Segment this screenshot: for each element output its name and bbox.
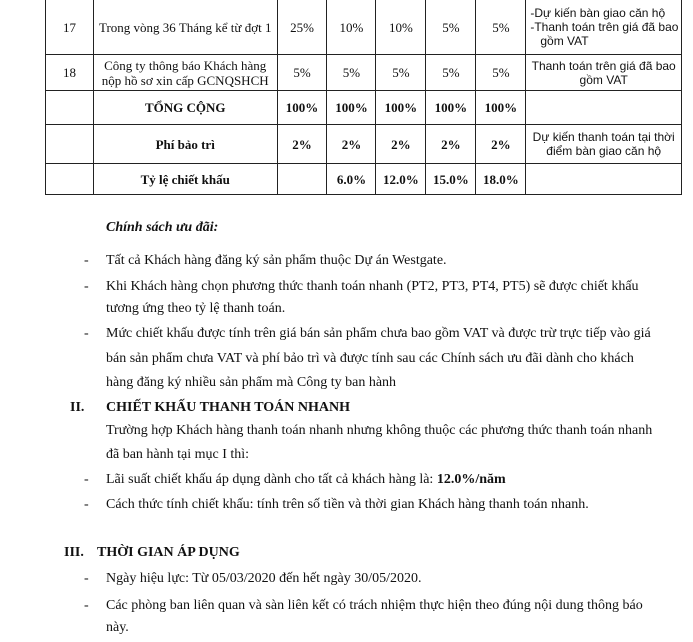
pt5-cell: 5% [476,55,526,91]
table-row-discount [46,164,682,195]
section-2-bullet-1 [106,471,506,489]
note-line: -Dự kiến bàn giao căn hộ [530,6,666,20]
note-cell [526,125,682,164]
pt4-cell: 5% [426,55,476,91]
pt4-cell: 2% [426,125,476,164]
row-description: TỔNG CỘNG [93,91,277,125]
section-2-paragraph-line1: Trường hợp Khách hàng thanh toán nhanh nhưng không thuộc các phương thức thanh toán nhanh [106,423,653,438]
pt1-cell: 25% [277,0,327,55]
bullet-dash: - [84,472,89,487]
pt1-cell: 2% [277,125,327,164]
description-line: Công ty thông báo Khách hàng [104,57,267,73]
note-cell [526,0,682,55]
section-3-title: THỜI GIAN ÁP DỤNG [97,545,240,560]
pt5-cell: 100% [476,91,526,125]
pt5-cell: 18.0% [476,164,526,195]
rate-label: Lãi suất chiết khấu áp dụng dành cho tất cả khách hàng là: [106,472,437,487]
description-line: nộp hồ sơ xin cấp GCNQSHCH [101,72,269,88]
rate-value: 12.0%/năm [436,472,506,487]
bullet-dash: - [84,279,89,294]
pt2-cell: 100% [327,91,376,125]
policy-bullet-3-line2: bán sản phẩm chưa VAT và phí bảo trì và được tính sau các Chính sách ưu đãi dành cho khách [106,351,634,366]
pt2-cell: 6.0% [327,164,376,195]
row-number: 17 [46,0,94,55]
section-2-number: II. [70,400,85,415]
section-3-bullet-1: Ngày hiệu lực: Từ 05/03/2020 đến hết ngày 30/05/2020. [106,571,422,586]
bullet-dash: - [84,497,89,512]
bullet-dash: - [84,571,89,586]
row-description [93,55,277,91]
pt5-cell: 2% [476,125,526,164]
section-2-bullet-2: Cách thức tính chiết khấu: tính trên số tiền và thời gian Khách hàng thanh toán nhanh. [106,497,589,512]
pt3-cell: 2% [376,125,426,164]
table-row-maintenance [46,125,682,164]
table-row [46,0,682,55]
row-description: Trong vòng 36 Tháng kể từ đợt 1 [93,0,277,55]
pt3-cell: 12.0% [376,164,426,195]
section-3-number: III. [64,545,84,560]
bullet-dash: - [84,598,89,613]
pt2-cell: 5% [327,55,376,91]
pt1-cell [277,164,327,195]
section-3-bullet-2-line2: này. [106,620,129,635]
policy-heading: Chính sách ưu đãi: [106,220,219,235]
policy-bullet-3-line1: Mức chiết khấu được tính trên giá bán sản phẩm chưa bao gồm VAT và được trừ trực tiếp vào giá [106,326,651,341]
payment-schedule-table [45,0,682,195]
note-line: gồm VAT [540,34,589,48]
pt3-cell: 5% [376,55,426,91]
pt3-cell: 10% [376,0,426,55]
pt3-cell: 100% [376,91,426,125]
bullet-dash: - [84,326,89,341]
row-number: 18 [46,55,94,91]
table-row [46,55,682,91]
note-line: -Thanh toán trên giá đã bao [530,20,679,34]
policy-bullet-3-line3: hàng đăng ký nhiều sản phẩm mà Công ty ban hành [106,375,397,390]
pt4-cell: 100% [426,91,476,125]
pt1-cell: 5% [277,55,327,91]
section-2-title: CHIẾT KHẤU THANH TOÁN NHANH [106,400,351,415]
row-description: Phí bảo trì [93,125,277,164]
pt2-cell: 10% [327,0,376,55]
note-line: Dự kiến thanh toán tại thời [532,130,675,144]
note-cell [526,55,682,91]
pt1-cell: 100% [277,91,327,125]
pt4-cell: 15.0% [426,164,476,195]
policy-bullet-1: Tất cả Khách hàng đăng ký sản phẩm thuộc Dự án Westgate. [106,253,447,268]
pt4-cell: 5% [426,0,476,55]
note-line: gồm VAT [579,72,628,87]
note-line: Thanh toán trên giá đã bao [531,58,676,73]
policy-bullet-2-line1: Khi Khách hàng chọn phương thức thanh toán nhanh (PT2, PT3, PT4, PT5) sẽ được chiết khấu [106,279,639,294]
pt2-cell: 2% [327,125,376,164]
note-line: điểm bàn giao căn hộ [546,144,662,158]
section-2-paragraph-line2: đã ban hành tại mục I thì: [106,447,250,462]
policy-bullet-2-line2: tương ứng theo tỷ lệ thanh toán. [106,301,286,316]
pt5-cell: 5% [476,0,526,55]
table-row-total [46,91,682,125]
section-3-bullet-2-line1: Các phòng ban liên quan và sàn liên kết có trách nhiệm thực hiện theo đúng nội dung thông báo [106,598,643,613]
bullet-dash: - [84,253,89,268]
row-description: Tỷ lệ chiết khấu [93,164,277,195]
